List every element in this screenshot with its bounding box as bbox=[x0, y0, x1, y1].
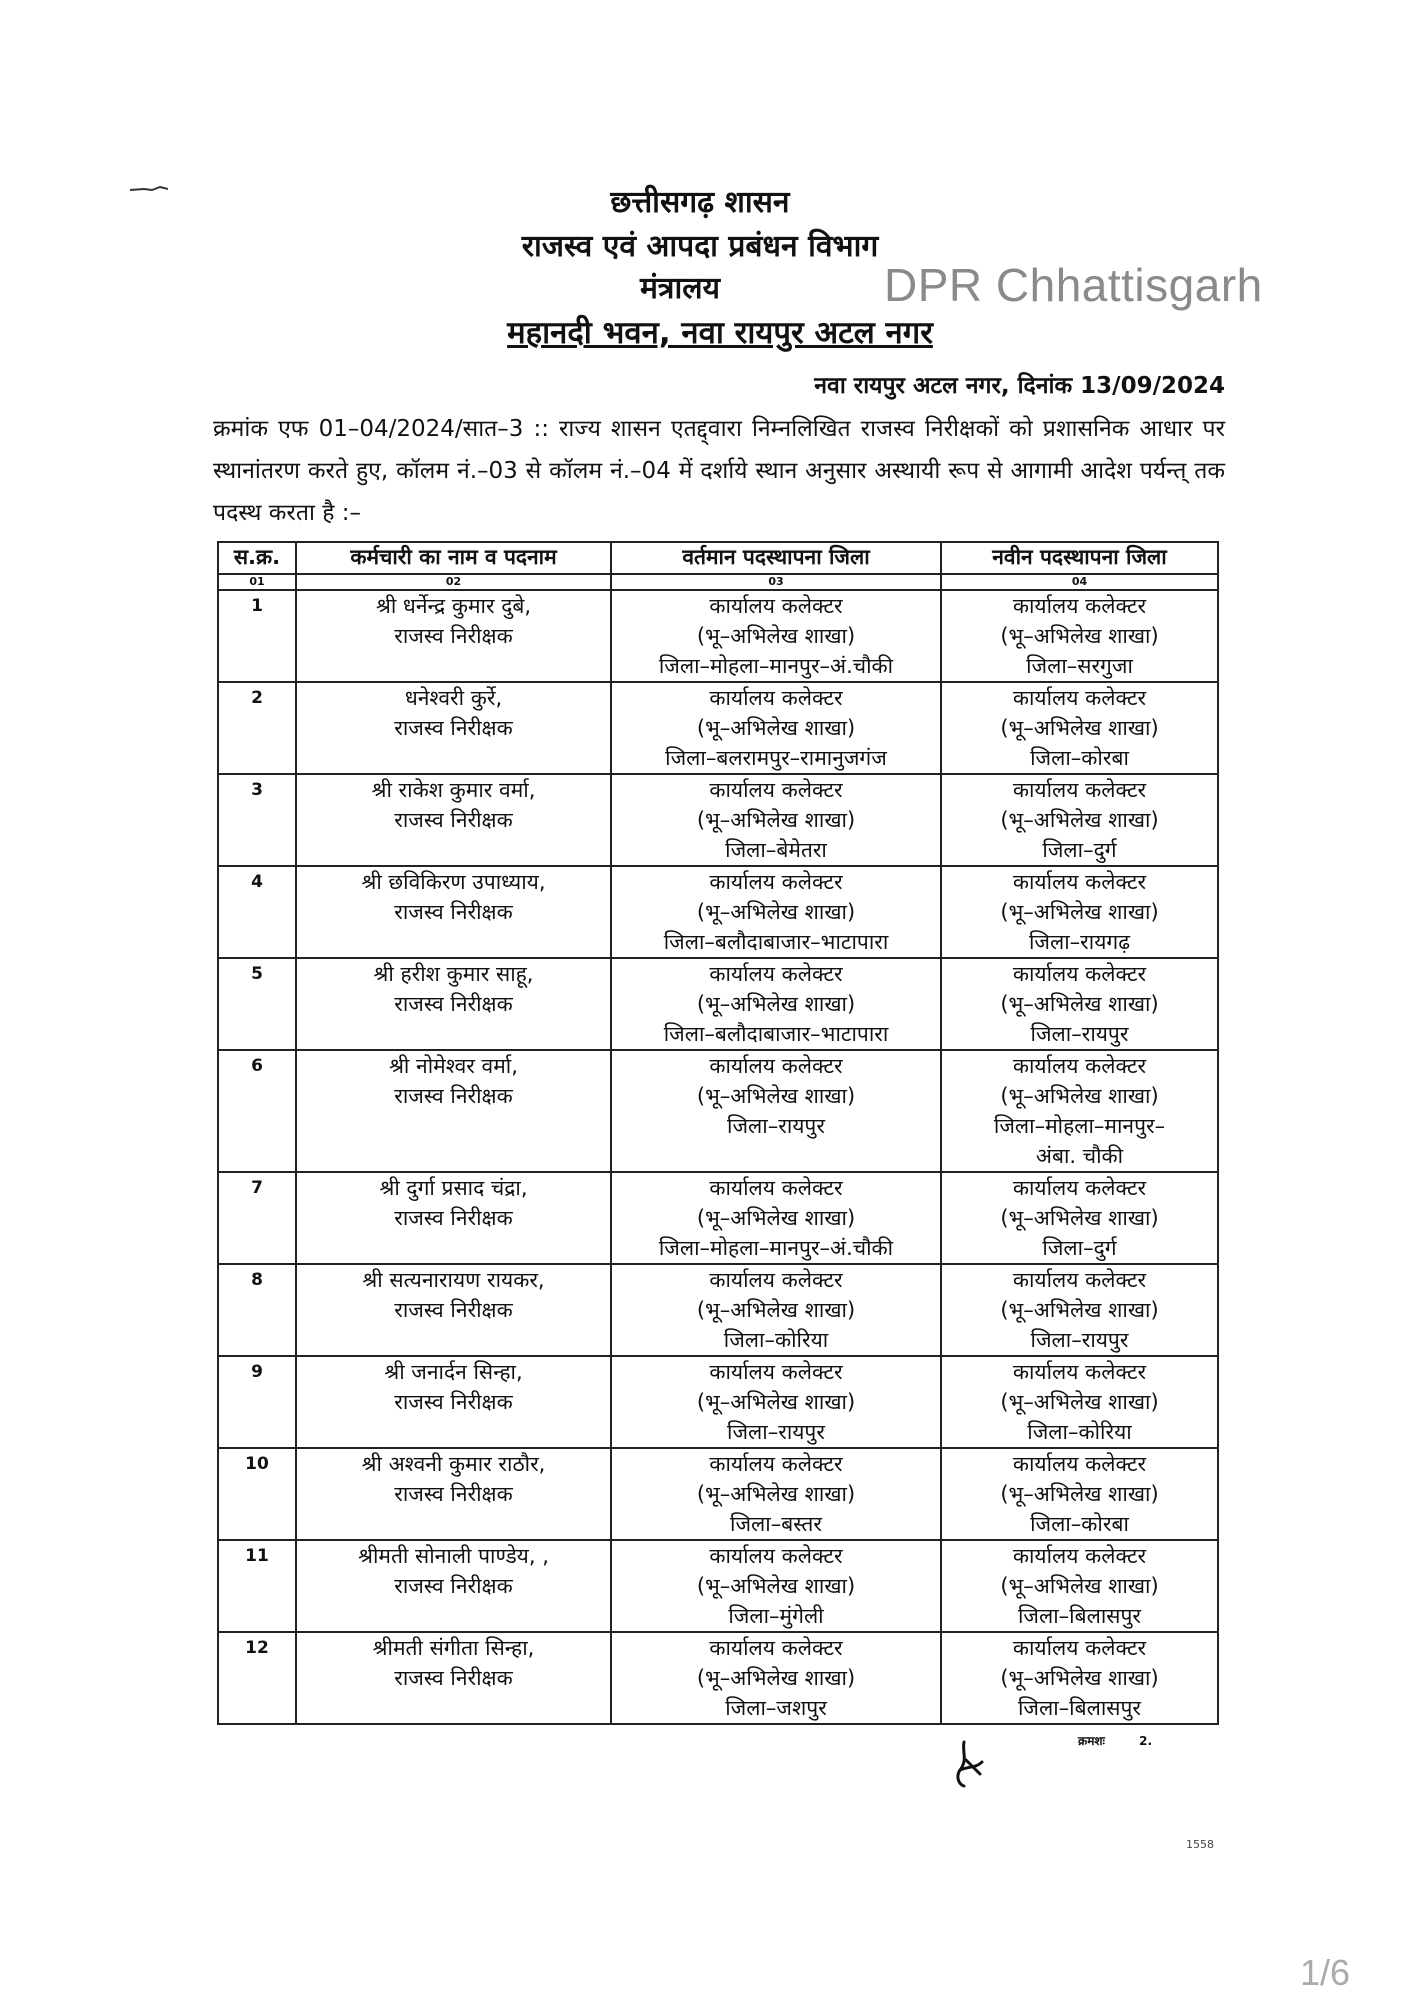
current-district: जिला–रायपुर bbox=[727, 1114, 825, 1138]
current-posting-cell bbox=[611, 1050, 941, 1172]
new-office: कार्यालय कलेक्टर bbox=[1012, 1636, 1147, 1660]
new-district: जिला–दुर्ग bbox=[1042, 1236, 1117, 1260]
new-posting-cell bbox=[941, 1264, 1218, 1356]
employee-cell bbox=[296, 958, 611, 1050]
new-posting-cell bbox=[941, 958, 1218, 1050]
current-branch: (भू–अभिलेख शाखा) bbox=[696, 1084, 856, 1108]
serial-number: 6 bbox=[251, 1056, 263, 1076]
current-office: कार्यालय कलेक्टर bbox=[709, 1360, 843, 1384]
employee-designation: राजस्व निरीक्षक bbox=[394, 808, 513, 832]
new-branch: (भू–अभिलेख शाखा) bbox=[1000, 1084, 1159, 1108]
pen-mark-decoration bbox=[130, 186, 168, 192]
header-ministry: मंत्रालय bbox=[639, 271, 720, 306]
serial-number: 3 bbox=[251, 780, 263, 800]
new-posting-cell bbox=[941, 1540, 1218, 1632]
current-district: जिला–बलरामपुर–रामानुजगंज bbox=[665, 746, 887, 770]
table-row bbox=[218, 682, 1218, 774]
new-office: कार्यालय कलेक्टर bbox=[1012, 1268, 1147, 1292]
new-district: जिला–रायपुर bbox=[1030, 1022, 1129, 1046]
new-posting-cell bbox=[941, 1050, 1218, 1172]
new-posting-cell bbox=[941, 774, 1218, 866]
serial-number: 1 bbox=[251, 596, 263, 616]
current-posting-cell bbox=[611, 1172, 941, 1264]
current-branch: (भू–अभिलेख शाखा) bbox=[696, 1298, 856, 1322]
current-branch: (भू–अभिलेख शाखा) bbox=[696, 1482, 856, 1506]
current-district: जिला–बस्तर bbox=[730, 1512, 822, 1536]
continued-label: क्रमशः bbox=[1078, 1734, 1105, 1748]
next-page-number: 2. bbox=[1139, 1734, 1153, 1748]
new-district: जिला–दुर्ग bbox=[1042, 838, 1117, 862]
employee-cell bbox=[296, 1264, 611, 1356]
employee-name: श्रीमती सोनाली पाण्डेय, , bbox=[358, 1544, 549, 1568]
current-district: जिला–रायपुर bbox=[727, 1420, 825, 1444]
serial-cell bbox=[218, 1540, 296, 1632]
current-branch: (भू–अभिलेख शाखा) bbox=[696, 900, 856, 924]
serial-cell bbox=[218, 1172, 296, 1264]
employee-name: श्रीमती संगीता सिन्हा, bbox=[372, 1636, 535, 1660]
serial-number: 7 bbox=[251, 1178, 263, 1198]
current-branch: (भू–अभिलेख शाखा) bbox=[696, 1206, 856, 1230]
current-posting-cell bbox=[611, 1448, 941, 1540]
table-row bbox=[218, 1356, 1218, 1448]
current-branch: (भू–अभिलेख शाखा) bbox=[696, 1390, 856, 1414]
current-posting-cell bbox=[611, 1264, 941, 1356]
header-new-posting: नवीन पदस्थापना जिला bbox=[941, 542, 1218, 574]
new-office: कार्यालय कलेक्टर bbox=[1012, 1176, 1147, 1200]
current-branch: (भू–अभिलेख शाखा) bbox=[696, 624, 856, 648]
current-district: जिला–मोहला–मानपुर–अं.चौकी bbox=[658, 654, 894, 678]
current-office: कार्यालय कलेक्टर bbox=[709, 778, 843, 802]
col-number: 02 bbox=[296, 574, 611, 590]
current-branch: (भू–अभिलेख शाखा) bbox=[696, 716, 856, 740]
current-district: जिला–कोरिया bbox=[723, 1328, 829, 1352]
new-district: जिला–कोरबा bbox=[1030, 1512, 1129, 1536]
current-office: कार्यालय कलेक्टर bbox=[709, 1452, 843, 1476]
employee-cell bbox=[296, 1632, 611, 1724]
col-number: 01 bbox=[218, 574, 296, 590]
new-branch: (भू–अभिलेख शाखा) bbox=[1000, 900, 1159, 924]
new-branch: (भू–अभिलेख शाखा) bbox=[1000, 1666, 1159, 1690]
table-row bbox=[218, 774, 1218, 866]
employee-name: श्री अश्वनी कुमार राठौर, bbox=[361, 1452, 546, 1476]
new-branch: (भू–अभिलेख शाखा) bbox=[1000, 716, 1159, 740]
table-row bbox=[218, 1632, 1218, 1724]
employee-designation: राजस्व निरीक्षक bbox=[394, 1666, 513, 1690]
current-office: कार्यालय कलेक्टर bbox=[709, 594, 843, 618]
column-number-row bbox=[218, 574, 1218, 590]
new-office: कार्यालय कलेक्टर bbox=[1012, 1360, 1147, 1384]
new-branch: (भू–अभिलेख शाखा) bbox=[1000, 808, 1159, 832]
serial-cell bbox=[218, 1448, 296, 1540]
employee-designation: राजस्व निरीक्षक bbox=[394, 1390, 513, 1414]
new-branch: (भू–अभिलेख शाखा) bbox=[1000, 1574, 1159, 1598]
transfer-table bbox=[217, 541, 1219, 1725]
current-branch: (भू–अभिलेख शाखा) bbox=[696, 808, 856, 832]
header-address: महानदी भवन, नवा रायपुर अटल नगर bbox=[507, 315, 933, 351]
header-employee: कर्मचारी का नाम व पदनाम bbox=[296, 542, 611, 574]
current-office: कार्यालय कलेक्टर bbox=[709, 870, 843, 894]
current-district: जिला–जशपुर bbox=[725, 1696, 827, 1720]
new-posting-cell bbox=[941, 866, 1218, 958]
employee-cell bbox=[296, 774, 611, 866]
header-department: राजस्व एवं आपदा प्रबंधन विभाग bbox=[521, 229, 879, 264]
employee-cell bbox=[296, 1356, 611, 1448]
new-office: कार्यालय कलेक्टर bbox=[1012, 1054, 1147, 1078]
new-posting-cell bbox=[941, 1172, 1218, 1264]
current-office: कार्यालय कलेक्टर bbox=[709, 1544, 843, 1568]
current-district: जिला–बलौदाबाजार–भाटापारा bbox=[663, 930, 889, 954]
serial-number: 10 bbox=[245, 1454, 269, 1474]
new-branch: (भू–अभिलेख शाखा) bbox=[1000, 624, 1159, 648]
current-posting-cell bbox=[611, 682, 941, 774]
table-row bbox=[218, 866, 1218, 958]
table-row bbox=[218, 1448, 1218, 1540]
serial-cell bbox=[218, 1050, 296, 1172]
employee-name: श्री जनार्दन सिन्हा, bbox=[384, 1360, 523, 1384]
table-row bbox=[218, 1172, 1218, 1264]
employee-designation: राजस्व निरीक्षक bbox=[394, 716, 513, 740]
serial-cell bbox=[218, 958, 296, 1050]
current-posting-cell bbox=[611, 1540, 941, 1632]
new-office: कार्यालय कलेक्टर bbox=[1012, 778, 1147, 802]
new-district: जिला–बिलासपुर bbox=[1017, 1696, 1142, 1720]
new-branch: (भू–अभिलेख शाखा) bbox=[1000, 1482, 1159, 1506]
current-posting-cell bbox=[611, 866, 941, 958]
current-posting-cell bbox=[611, 1356, 941, 1448]
serial-cell bbox=[218, 866, 296, 958]
serial-cell bbox=[218, 774, 296, 866]
new-posting-cell bbox=[941, 590, 1218, 682]
employee-designation: राजस्व निरीक्षक bbox=[394, 1574, 513, 1598]
serial-number: 8 bbox=[251, 1270, 263, 1290]
serial-number: 5 bbox=[251, 964, 263, 984]
current-branch: (भू–अभिलेख शाखा) bbox=[696, 1666, 856, 1690]
new-office: कार्यालय कलेक्टर bbox=[1012, 594, 1147, 618]
employee-name: श्री दुर्गा प्रसाद चंद्रा, bbox=[379, 1176, 528, 1200]
employee-name: श्री राकेश कुमार वर्मा, bbox=[371, 778, 536, 802]
employee-designation: राजस्व निरीक्षक bbox=[394, 992, 513, 1016]
new-district: जिला–मोहला–मानपुर– bbox=[993, 1114, 1166, 1138]
header-serial: स.क्र. bbox=[218, 542, 296, 574]
new-posting-cell bbox=[941, 1356, 1218, 1448]
current-district: जिला–बेमेतरा bbox=[725, 838, 827, 862]
table-row bbox=[218, 1050, 1218, 1172]
watermark: DPR Chhattisgarh bbox=[884, 259, 1263, 311]
employee-designation: राजस्व निरीक्षक bbox=[394, 900, 513, 924]
employee-designation: राजस्व निरीक्षक bbox=[394, 1298, 513, 1322]
employee-cell bbox=[296, 590, 611, 682]
new-branch: (भू–अभिलेख शाखा) bbox=[1000, 1206, 1159, 1230]
table-header-row bbox=[218, 542, 1218, 574]
employee-cell bbox=[296, 682, 611, 774]
new-branch: (भू–अभिलेख शाखा) bbox=[1000, 1298, 1159, 1322]
current-posting-cell bbox=[611, 1632, 941, 1724]
employee-name: श्री सत्यनारायण रायकर, bbox=[362, 1268, 545, 1292]
new-posting-cell bbox=[941, 1448, 1218, 1540]
employee-cell bbox=[296, 1050, 611, 1172]
date-line: नवा रायपुर अटल नगर, दिनांक 13/09/2024 bbox=[814, 373, 1225, 399]
employee-name: श्री छविकिरण उपाध्याय, bbox=[361, 870, 546, 894]
serial-cell bbox=[218, 590, 296, 682]
serial-number: 2 bbox=[251, 688, 263, 708]
current-posting-cell bbox=[611, 590, 941, 682]
new-office: कार्यालय कलेक्टर bbox=[1012, 686, 1147, 710]
new-office: कार्यालय कलेक्टर bbox=[1012, 962, 1147, 986]
serial-number: 9 bbox=[251, 1362, 263, 1382]
employee-name: श्री नोमेश्वर वर्मा, bbox=[389, 1054, 518, 1078]
current-posting-cell bbox=[611, 958, 941, 1050]
current-district: जिला–मोहला–मानपुर–अं.चौकी bbox=[658, 1236, 894, 1260]
new-district: जिला–बिलासपुर bbox=[1017, 1604, 1142, 1628]
new-district: जिला–रायगढ़ bbox=[1028, 930, 1131, 954]
header-government: छत्तीसगढ़ शासन bbox=[610, 185, 790, 220]
employee-designation: राजस्व निरीक्षक bbox=[394, 624, 513, 648]
new-district: जिला–रायपुर bbox=[1030, 1328, 1129, 1352]
new-posting-cell bbox=[941, 682, 1218, 774]
new-office: कार्यालय कलेक्टर bbox=[1012, 1544, 1147, 1568]
current-office: कार्यालय कलेक्टर bbox=[709, 962, 843, 986]
current-office: कार्यालय कलेक्टर bbox=[709, 1176, 843, 1200]
table-row bbox=[218, 958, 1218, 1050]
employee-cell bbox=[296, 1172, 611, 1264]
new-branch: (भू–अभिलेख शाखा) bbox=[1000, 1390, 1159, 1414]
current-branch: (भू–अभिलेख शाखा) bbox=[696, 1574, 856, 1598]
table-row bbox=[218, 1540, 1218, 1632]
current-district: जिला–बलौदाबाजार–भाटापारा bbox=[663, 1022, 889, 1046]
current-posting-cell bbox=[611, 774, 941, 866]
new-office: कार्यालय कलेक्टर bbox=[1012, 870, 1147, 894]
employee-cell bbox=[296, 866, 611, 958]
employee-designation: राजस्व निरीक्षक bbox=[394, 1206, 513, 1230]
serial-cell bbox=[218, 1356, 296, 1448]
current-office: कार्यालय कलेक्टर bbox=[709, 1054, 843, 1078]
employee-name: श्री धर्नेन्द्र कुमार दुबे, bbox=[375, 594, 532, 618]
current-branch: (भू–अभिलेख शाखा) bbox=[696, 992, 856, 1016]
employee-cell bbox=[296, 1540, 611, 1632]
employee-designation: राजस्व निरीक्षक bbox=[394, 1084, 513, 1108]
new-district-continued: अंबा. चौकी bbox=[1035, 1144, 1124, 1168]
new-posting-cell bbox=[941, 1632, 1218, 1724]
employee-designation: राजस्व निरीक्षक bbox=[394, 1482, 513, 1506]
serial-cell bbox=[218, 1264, 296, 1356]
continued-note bbox=[1078, 1732, 1152, 1749]
table-row bbox=[218, 590, 1218, 682]
new-branch: (भू–अभिलेख शाखा) bbox=[1000, 992, 1159, 1016]
signature bbox=[946, 1740, 996, 1790]
new-office: कार्यालय कलेक्टर bbox=[1012, 1452, 1147, 1476]
employee-cell bbox=[296, 1448, 611, 1540]
header-current-posting: वर्तमान पदस्थापना जिला bbox=[611, 542, 941, 574]
serial-number: 11 bbox=[245, 1546, 269, 1566]
page-footer-number: 1558 bbox=[1186, 1838, 1214, 1851]
current-office: कार्यालय कलेक्टर bbox=[709, 686, 843, 710]
serial-cell bbox=[218, 1632, 296, 1724]
order-intro-paragraph: क्रमांक एफ 01–04/2024/सात–3 :: राज्य शासन एतद्द्वारा निम्नलिखित राजस्व निरीक्षकों को प्रशासनिक आधार पर स्थानांतरण करते हुए, कॉलम नं.–03 से कॉलम नं.–04 में दर्शाये स्थान अनुसार अस्थायी रूप से आगामी आदेश पर्यन्त् तक पदस्थ करता है :– bbox=[213, 416, 1225, 526]
new-district: जिला–सरगुजा bbox=[1026, 654, 1133, 678]
col-number: 03 bbox=[611, 574, 941, 590]
new-district: जिला–कोरिया bbox=[1027, 1420, 1132, 1444]
current-office: कार्यालय कलेक्टर bbox=[709, 1268, 843, 1292]
table-row bbox=[218, 1264, 1218, 1356]
new-district: जिला–कोरबा bbox=[1030, 746, 1129, 770]
page-indicator: 1/6 bbox=[1300, 1952, 1351, 1993]
col-number: 04 bbox=[941, 574, 1218, 590]
employee-name: धनेश्वरी कुर्रे, bbox=[404, 686, 503, 710]
serial-cell bbox=[218, 682, 296, 774]
serial-number: 4 bbox=[251, 872, 263, 892]
employee-name: श्री हरीश कुमार साहू, bbox=[373, 962, 534, 986]
current-office: कार्यालय कलेक्टर bbox=[709, 1636, 843, 1660]
current-district: जिला–मुंगेली bbox=[728, 1604, 824, 1628]
serial-number: 12 bbox=[245, 1638, 269, 1658]
